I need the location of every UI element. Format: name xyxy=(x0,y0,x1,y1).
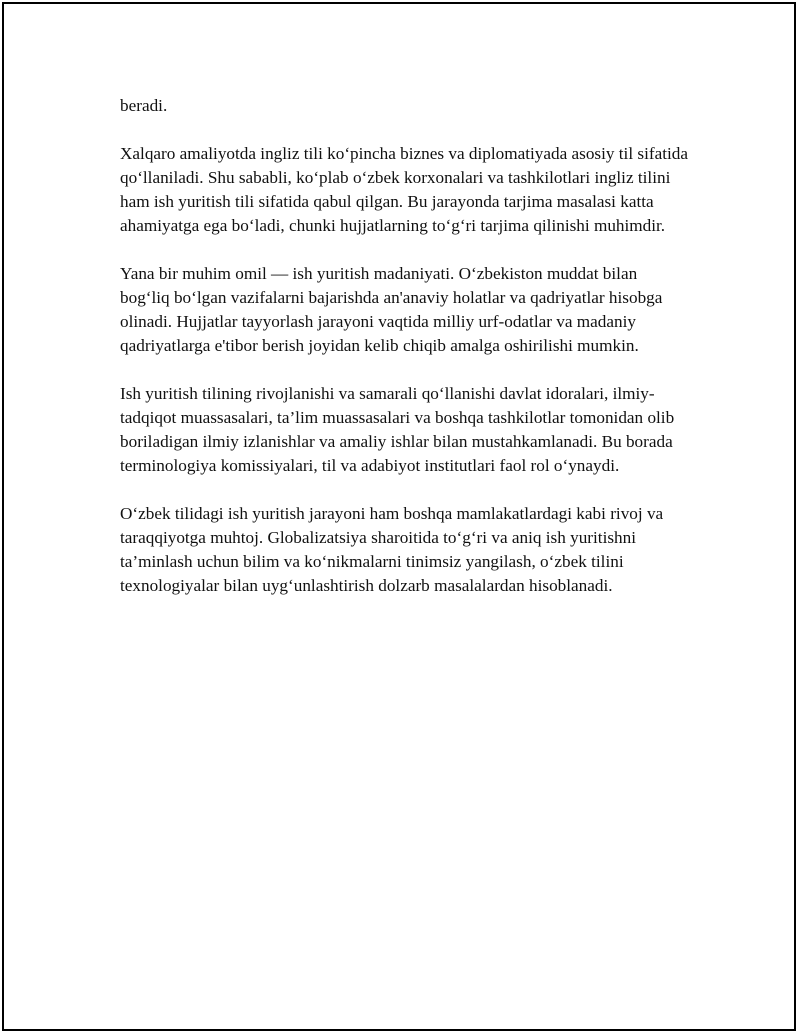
document-body xyxy=(120,94,690,622)
document-page xyxy=(3,3,795,1030)
paragraph-language-development: Ish yuritish tilining rivojlanishi va samarali qo‘llanishi davlat idoralari, ilmiy-tadqiqot muassasalari, ta’lim muassasalari va boshqa tashkilotlar tomonidan olib boriladigan ilmiy izlanishlar va amaliy ishlar bilan mustahkamlanadi. Bu borada terminologiya komissiyalari, til va adabiyot institutlari faol rol o‘ynaydi. xyxy=(120,384,675,475)
paragraph-globalization: O‘zbek tilidagi ish yuritish jarayoni ham boshqa mamlakatlardagi kabi rivoj va taraqqiyotga muhtoj. Globalizatsiya sharoitida to‘g‘ri va aniq ish yuritishni ta’minlash uchun bilim va ko‘nikmalarni tinimsiz yangilash, o‘zbek tilini texnologiyalar bilan uyg‘unlashtirish dolzarb masalalardan hisoblanadi. xyxy=(120,504,664,595)
paragraph-office-culture: Yana bir muhim omil — ish yuritish madaniyati. O‘zbekiston muddat bilan bog‘liq bo‘lgan vazifalarni bajarishda an'anaviy holatlar va qadriyatlar hisobga olinadi. Hujjatlar tayyorlash jarayoni vaqtida milliy urf-odatlar va madaniy qadriyatlarga e'tibor berish joyidan kelib chiqib amalga oshirilishi mumkin. xyxy=(120,264,663,355)
paragraph-international-practice: Xalqaro amaliyotda ingliz tili ko‘pincha biznes va diplomatiyada asosiy til sifatida qo‘llaniladi. Shu sababli, ko‘plab o‘zbek korxonalari va tashkilotlari ingliz tilini ham ish yuritish tili sifatida qabul qilgan. Bu jarayonda tarjima masalasi katta ahamiyatga ega bo‘ladi, chunki hujjatlarning to‘g‘ri tarjima qilinishi muhimdir. xyxy=(120,144,688,235)
paragraph-continuation: beradi. xyxy=(120,96,168,115)
